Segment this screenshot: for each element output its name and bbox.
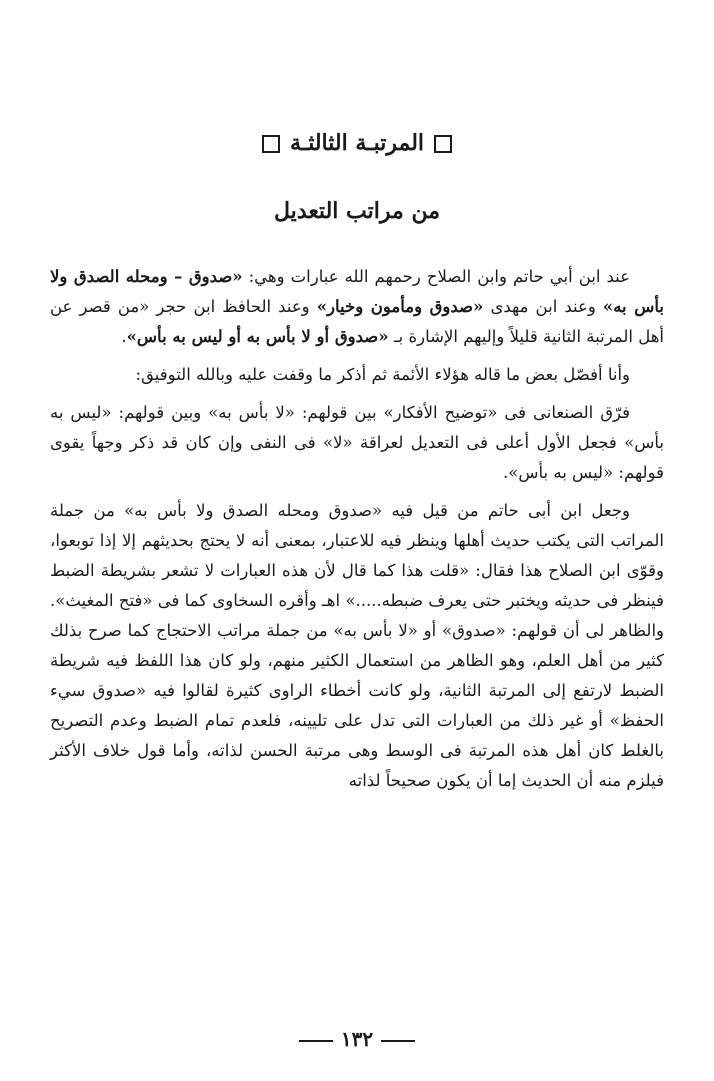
text-run: وعند الحافظ ابن حجر «من قصر عن أهل المرتبة الثانية قليلاً وإليهم الإشارة بـ — [50, 297, 664, 346]
text-run: وأنا أفصّل بعض ما قاله هؤلاء الأئمة ثم أذكر ما وقفت عليه وبالله التوفيق: — [135, 365, 630, 384]
section-subtitle: من مراتب التعديل — [273, 198, 440, 224]
body-text — [50, 262, 664, 804]
paragraph — [50, 360, 664, 390]
bold-term: «صدوق ومأمون وخيار» — [316, 297, 484, 316]
paragraph — [50, 262, 664, 352]
text-run: عند ابن أبي حاتم وابن الصلاح رحمهم الله عبارات وهي: — [242, 267, 630, 286]
text-run: . — [121, 327, 127, 346]
section-title: المرتبـة الثالثـة — [289, 130, 425, 156]
text-run: وجعل ابن أبى حاتم من قيل فيه «صدوق ومحله الصدق ولا بأس به» من جملة المراتب التى يكتب حديث أهلها وينظر فيه للاعتبار، بمعنى أنه لا يحتج بحديثهم إلا إذا توبعوا، وقوّى ابن الصلاح هذا فقال: «قلت هذا كما قال لأن هذه العبارات لا تشعر بشريطة الضبط فينظر فى حديثه ويختبر حتى يعرف ضبطه.....» اهـ وأقره السخاوى كما فى «فتح المغيث». والظاهر لى أن قولهم: «صدوق» أو «لا بأس به» من جملة مراتب الاحتجاج كما صرح بذلك كثير من أهل العلم، وهو الظاهر من استعمال الكثير منهم، ولو كان هذا اللفظ فيه شريطة الضبط لارتفع إلى المرتبة الثانية، ولو كانت أخطاء الراوى كثيرة لقالوا فيه «صدوق سيء الحفظ» أو غير ذلك من العبارات التى تدل على تليينه، فلعدم تمام الضبط وعدم التصريح بالغلط كان أهل هذه المرتبة فى الوسط وهى مرتبة الحسن لذاته، وأما قول خلاف الأكثر فيلزم منه أن الحديث إما أن يكون صحيحاً لذاته — [50, 501, 664, 790]
text-run: فرّق الصنعانى فى «توضيح الأفكار» بين قولهم: «لا بأس به» وبين قولهم: «ليس به بأس» فجعل الأول أعلى فى التعديل لعراقة «لا» فى النفى وإن كان قد ذكر وجهاً يقوى قولهم: «ليس به بأس». — [50, 403, 664, 482]
page-number — [0, 1024, 714, 1054]
bold-term: «صدوق – ومحله الصدق ولا بأس به» — [50, 267, 664, 316]
dash-left — [299, 1040, 333, 1042]
text-run: وعند ابن مهدى — [483, 297, 603, 316]
page-number-value: ١٣٢ — [340, 1027, 374, 1051]
paragraph — [50, 496, 664, 796]
section-heading — [0, 126, 714, 160]
dash-right — [381, 1040, 415, 1042]
paragraph — [50, 398, 664, 488]
bold-term: «صدوق أو لا بأس به أو ليس به بأس» — [126, 327, 389, 346]
box-ornament-right — [434, 135, 452, 153]
box-ornament-left — [262, 135, 280, 153]
